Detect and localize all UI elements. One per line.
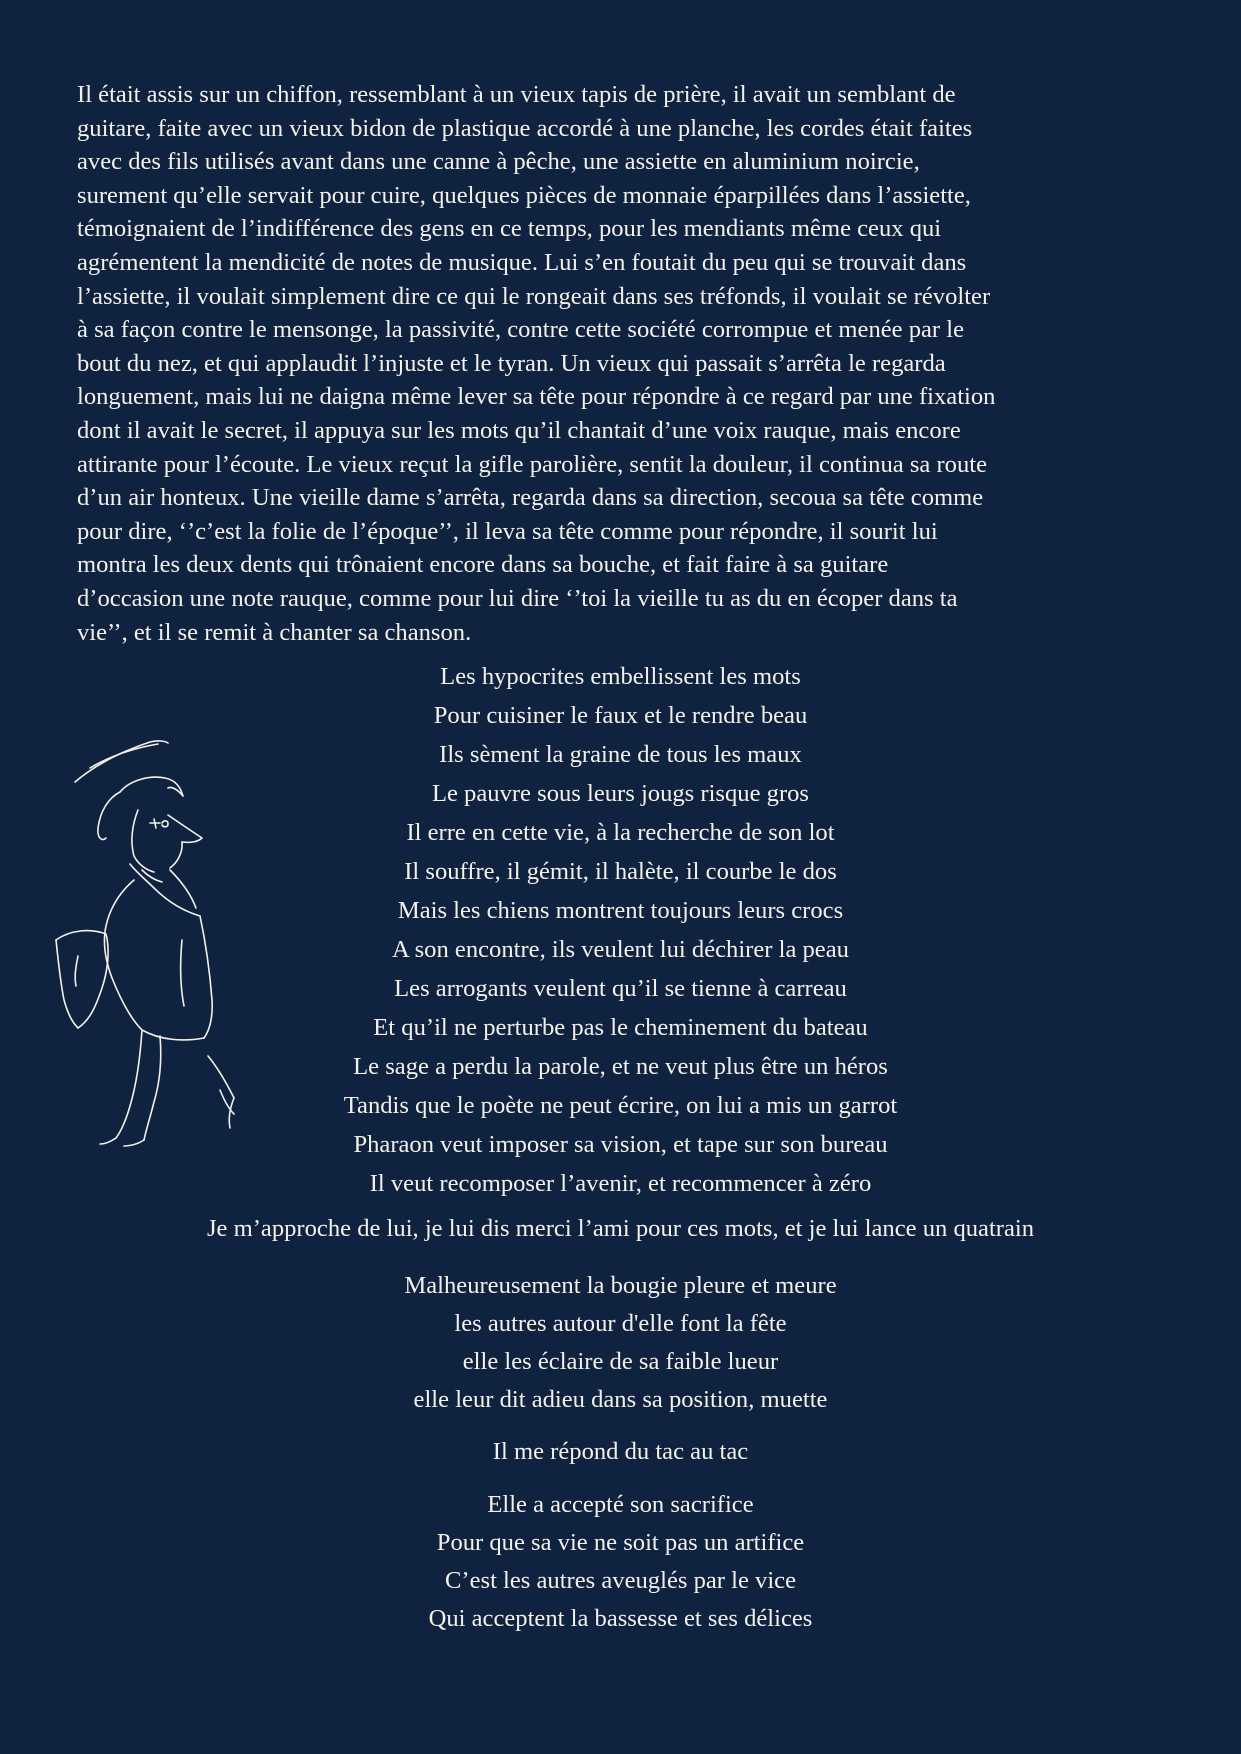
song-line: Ils sèment la graine de tous les maux [439,741,802,768]
quatrain-line: Qui acceptent la bassesse et ses délices [428,1605,813,1632]
song-line: Pour cuisiner le faux et le rendre beau [433,702,808,729]
intro-line: l’assiette, il voulait simplement dire ce qui le rongeait dans ses tréfonds, il voulait se révolter [77,282,991,310]
intro-line: à sa façon contre le mensonge, la passivité, contre cette société corrompue et menée par le [77,316,965,344]
intro-line: d’occasion une note rauque, comme pour lui dire ‘’toi la vieille tu as du en écoper dans ta [77,584,958,612]
song-line: Le sage a perdu la parole, et ne veut plus être un héros [353,1053,888,1080]
intro-line: pour dire, ‘’c’est la folie de l’époque’’, il leva sa tête comme pour répondre, il sourit lui [77,517,938,545]
narration-approach: Je m’approche de lui, je lui dis merci l’ami pour ces mots, et je lui lance un quatrain [206,1215,1035,1242]
song-line: Le pauvre sous leurs jougs risque gros [431,780,810,807]
song-line: Il souffre, il gémit, il halète, il courbe le dos [404,858,837,885]
intro-line: Il était assis sur un chiffon, ressemblant à un vieux tapis de prière, il avait un semblant de [77,81,956,108]
intro-line: agrémentent la mendicité de notes de musique. Lui s’en foutait du peu qui se trouvait dans [77,248,967,276]
quatrain-line: Pour que sa vie ne soit pas un artifice [436,1529,805,1556]
quatrain-line: Elle a accepté son sacrifice [487,1491,754,1518]
intro-line: guitare, faite avec un vieux bidon de plastique accordé à une planche, les cordes était faites [77,114,973,142]
song-line: Mais les chiens montrent toujours leurs crocs [397,897,844,924]
intro-line: attirante pour l’écoute. Le vieux reçut la gifle parolière, sentit la douleur, il continua sa route [77,450,987,478]
quatrain-line: les autres autour d'elle font la fête [454,1310,787,1337]
intro-line: longuement, mais lui ne daigna même lever sa tête pour répondre à ce regard par une fixation [77,383,996,411]
song-verse [0,657,1241,1203]
intro-line: bout du nez, et qui applaudit l’injuste et le tyran. Un vieux qui passait s’arrêta le regarda [77,349,946,377]
song-line: Il erre en cette vie, à la recherche de son lot [406,819,835,846]
intro-line: montra les deux dents qui trônaient encore dans sa bouche, et fait faire à sa guitare [77,551,889,579]
narration-reply: Il me répond du tac au tac [492,1438,749,1465]
song-line: Il veut recomposer l’avenir, et recommencer à zéro [369,1170,872,1197]
intro-paragraph [77,78,1147,649]
song-line: Les arrogants veulent qu’il se tienne à carreau [394,975,847,1002]
song-line: A son encontre, ils veulent lui déchirer la peau [392,936,849,963]
song-line: Et qu’il ne perturbe pas le cheminement du bateau [373,1014,868,1041]
song-line: Pharaon veut imposer sa vision, et tape sur son bureau [353,1131,888,1158]
intro-line: dont il avait le secret, il appuya sur les mots qu’il chantait d’une voix rauque, mais encore [77,416,961,444]
intro-line: d’un air honteux. Une vieille dame s’arrêta, regarda dans sa direction, secoua sa tête comme [77,484,984,512]
quatrain-line: elle les éclaire de sa faible lueur [462,1348,779,1375]
song-line: Les hypocrites embellissent les mots [440,663,801,690]
quatrain-line: elle leur dit adieu dans sa position, muette [413,1386,828,1413]
quatrain-line: Malheureusement la bougie pleure et meure [404,1272,837,1299]
intro-line: témoignaient de l’indifférence des gens en ce temps, pour les mendiants même ceux qui [77,215,942,243]
intro-line: avec des fils utilisés avant dans une canne à pêche, une assiette en aluminium noircie, [77,148,920,176]
intro-line: vie’’, et il se remit à chanter sa chanson. [77,618,472,646]
quatrain-reply [0,1486,1241,1638]
quatrain-candle [0,1267,1241,1419]
song-line: Tandis que le poète ne peut écrire, on lui a mis un garrot [343,1092,898,1119]
quatrain-line: C’est les autres aveuglés par le vice [444,1567,796,1594]
intro-line: surement qu’elle servait pour cuire, quelques pièces de monnaie éparpillées dans l’assiette, [77,181,971,209]
